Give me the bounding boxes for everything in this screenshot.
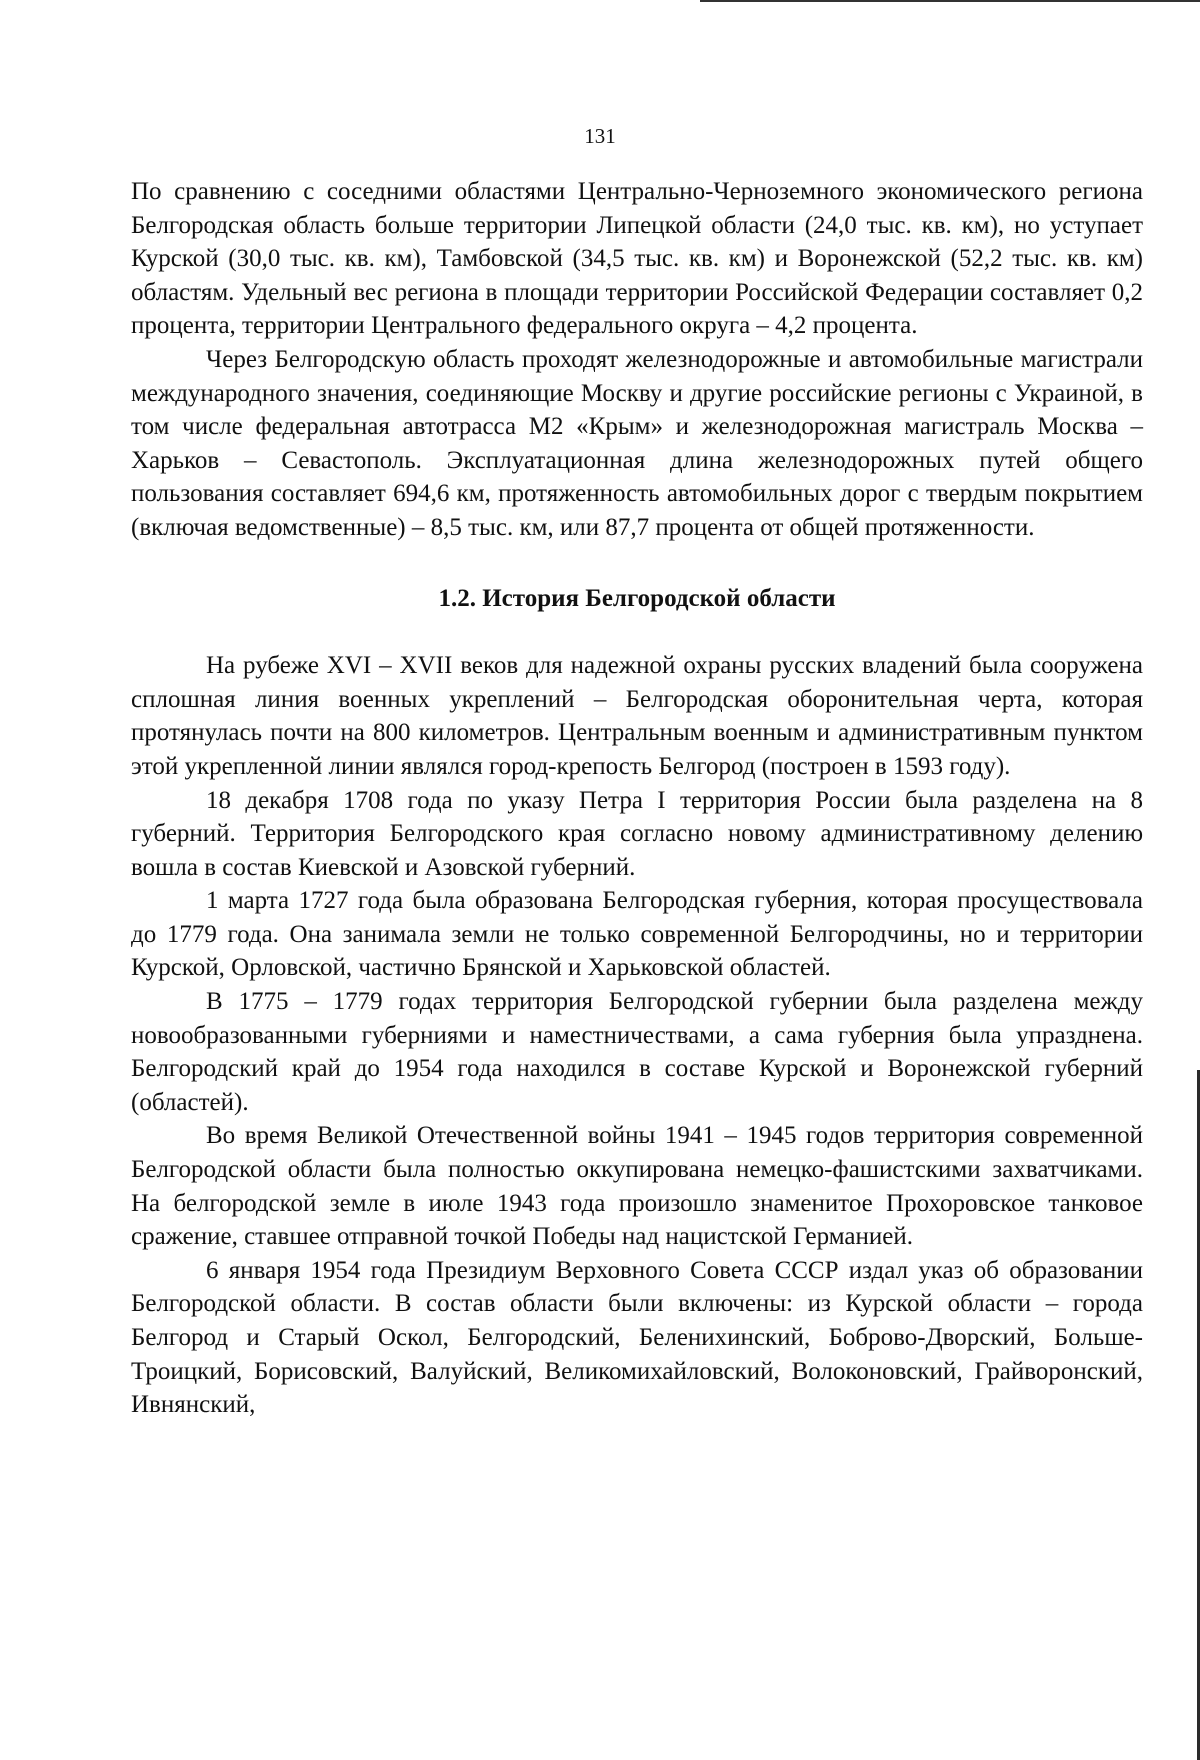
scan-artifact-top-line xyxy=(700,0,1200,2)
paragraph-history-5: Во время Великой Отечественной войны 1941 – 1945 годов территория современной Белгородской области была полностью оккупирована немецко-фашистскими захватчиками. На белгородской земле в июле 1943 года произошло знаменитое Прохоровское танковое сражение, ставшее отправной точкой Победы над нацистской Германией. xyxy=(131,1122,1143,1251)
paragraph-comparison: По сравнению с соседними областями Центрально-Черноземного экономического региона Белгородская область больше территории Липецкой области (24,0 тыс. кв. км), но уступает Курской (30,0 тыс. кв. км), Тамбовской (34,5 тыс. кв. км) и Воронежской (52,2 тыс. кв. км) областям. Удельный вес региона в площади территории Российской Федерации составляет 0,2 процента, территории Центрального федерального округа – 4,2 процента. xyxy=(131,178,1143,340)
paragraph-history-3: 1 марта 1727 года была образована Белгородская губерния, которая просуществовала до 1779 года. Она занимала земли не только современной Белгородчины, но и территории Курской, Орловской, частично Брянской и Харьковской областей. xyxy=(131,887,1143,982)
section-title: 1.2. История Белгородской области xyxy=(438,584,836,612)
paragraph-history-1: На рубеже XVI – XVII веков для надежной охраны русских владений была сооружена сплошная линия военных укреплений – Белгородская оборонительная черта, которая протянулась почти на 800 километров. Центральным военным и административным пунктом этой укрепленной линии являлся город-крепость Белгород (построен в 1593 году). xyxy=(131,652,1143,780)
page-number: 131 xyxy=(584,124,616,148)
paragraph-history-2: 18 декабря 1708 года по указу Петра I территория России была разделена на 8 губерний. Территория Белгородского края согласно новому административному делению вошла в состав Киевской и Азовской губерний. xyxy=(131,786,1143,881)
paragraph-history-4: В 1775 – 1779 годах территория Белгородской губернии была разделена между новообразованными губерниями и наместничествами, а сама губерния была упразднена. Белгородский край до 1954 года находился в составе Курской и Воронежской губерний (областей). xyxy=(131,988,1143,1116)
document-body xyxy=(131,175,1143,1422)
paragraph-history-6: 6 января 1954 года Президиум Верховного Совета СССР издал указ об образовании Белгородской области. В состав области были включены: из Курской области – города Белгород и Старый Оскол, Белгородский, Беленихинский, Боброво-Дворский, Больше-Троицкий, Борисовский, Валуйский, Великомихайловский, Волоконовский, Грайворонский, Ивнянский, xyxy=(131,1256,1143,1419)
paragraph-transport: Через Белгородскую область проходят железнодорожные и автомобильные магистрали международного значения, соединяющие Москву и другие российские регионы с Украиной, в том числе федеральная автотрасса М2 «Крым» и железнодорожная магистраль Москва – Харьков – Севастополь. Эксплуатационная длина железнодорожных путей общего пользования составляет 694,6 км, протяженность автомобильных дорог с твердым покрытием (включая ведомственные) – 8,5 тыс. км, или 87,7 процента от общей протяженности. xyxy=(131,345,1143,541)
